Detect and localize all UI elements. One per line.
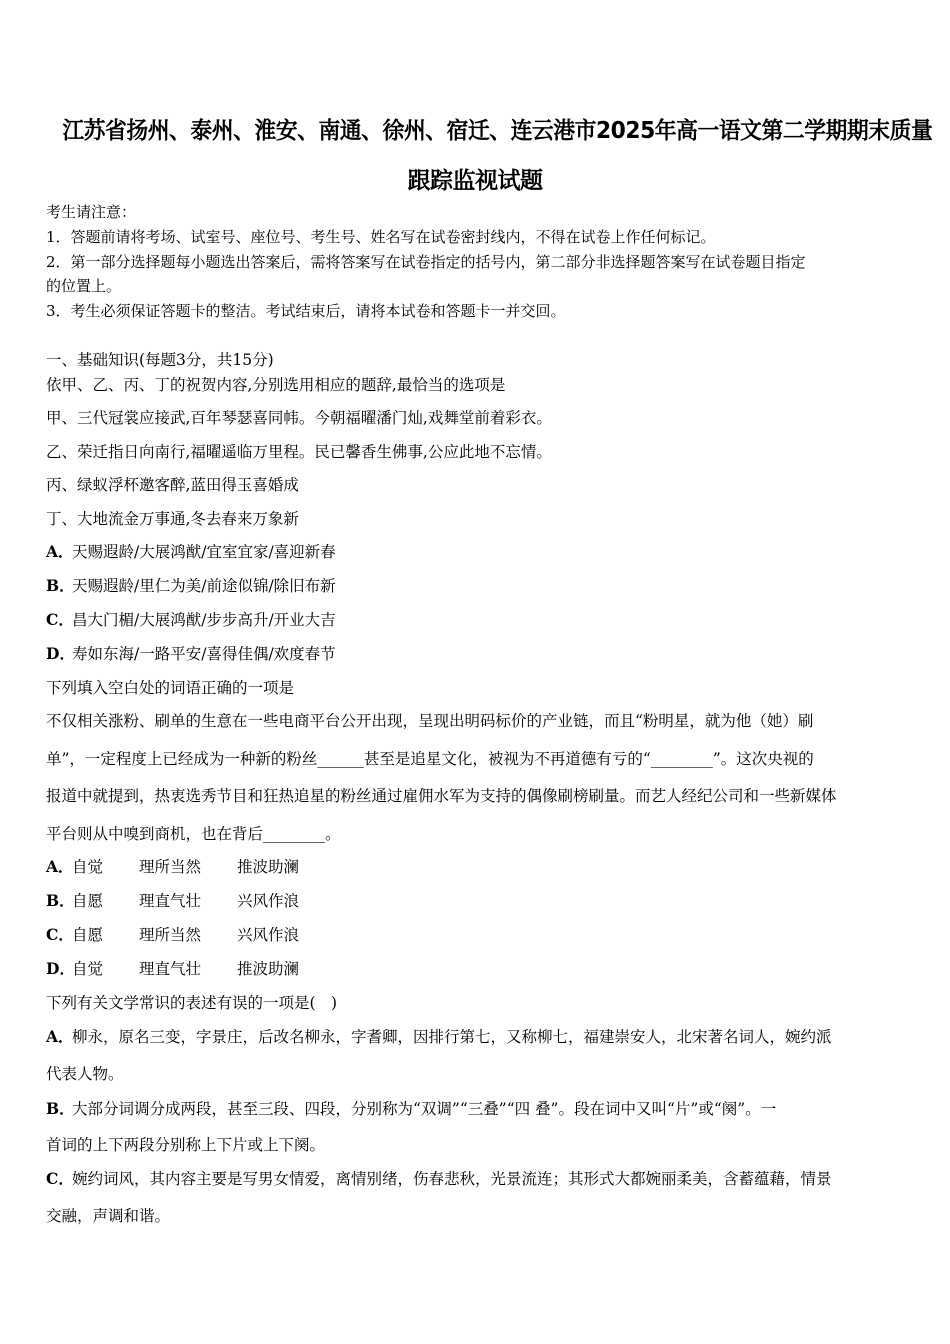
- q1-option-c[interactable]: [46, 610, 336, 630]
- option-word: 自觉: [72, 960, 104, 978]
- q1-stem: 依甲、乙、丙、丁的祝贺内容,分别选用相应的题辞,最恰当的选项是: [46, 376, 506, 394]
- q1-option-d[interactable]: [46, 644, 336, 664]
- option-letter: A．: [46, 1027, 74, 1046]
- q3-option-c-cont: 交融，声调和谐。: [46, 1207, 171, 1225]
- q2-passage: 单”，一定程度上已经成为一种新的粉丝______甚至是追星文化，被视为不再道德有亏的“________”。这次央视的: [46, 750, 814, 768]
- q3-option-a[interactable]: [46, 1027, 832, 1047]
- q2-passage: 平台则从中嗅到商机，也在背后________。: [46, 825, 341, 843]
- option-text: 柳永，原名三变，字景庄，后改名柳永，字耆卿，因排行第七，又称柳七，福建崇安人，北宋著名词人，婉约派: [72, 1028, 832, 1046]
- option-word: 推波助澜: [237, 960, 300, 978]
- q1-item: 丁、大地流金万事通,冬去春来万象新: [46, 510, 299, 528]
- q1-option-b[interactable]: [46, 576, 336, 596]
- option-letter: B．: [46, 891, 75, 910]
- option-letter: B．: [46, 1099, 75, 1118]
- option-text: 天赐遐龄/里仁为美/前途似锦/除旧布新: [72, 577, 336, 595]
- q2-option-d[interactable]: [46, 959, 299, 979]
- option-text: 天赐遐龄/大展鸿猷/宜室宜家/喜迎新春: [72, 543, 336, 561]
- option-letter: A．: [46, 857, 74, 876]
- option-word: 兴风作浪: [237, 926, 300, 944]
- notice-item: 1．答题前请将考场、试室号、座位号、考生号、姓名写在试卷密封线内，不得在试卷上作任何标记。: [46, 228, 716, 246]
- option-word: 理所当然: [139, 858, 202, 876]
- q1-item: 丙、绿蚁浮杯邀客醉,蓝田得玉喜婚成: [46, 476, 299, 494]
- q3-option-b[interactable]: [46, 1099, 776, 1119]
- option-text: 寿如东海/一路平安/喜得佳偶/欢度春节: [72, 645, 336, 663]
- q1-item: 乙、荣迁指日向南行,福曜遥临万里程。民已馨香生佛事,公应此地不忘情。: [46, 443, 552, 461]
- option-letter: D．: [46, 959, 75, 978]
- section-heading: 一、基础知识(每题3分，共15分): [46, 351, 274, 369]
- option-text: 昌大门楣/大展鸿猷/步步高升/开业大吉: [72, 611, 336, 629]
- q1-item: 甲、三代冠裳应接武,百年琴瑟喜同帏。今朝福曜潘门灿,戏舞堂前着彩衣。: [46, 409, 552, 427]
- option-letter: C．: [46, 610, 74, 629]
- option-word: 自觉: [72, 858, 104, 876]
- option-word: 理直气壮: [139, 892, 202, 910]
- q2-stem: 下列填入空白处的词语正确的一项是: [46, 679, 295, 697]
- page-title: 江苏省扬州、泰州、淮安、南通、徐州、宿迁、连云港市2025年高一语文第二学期期末质量: [62, 118, 933, 144]
- option-text: 大部分词调分成两段，甚至三段、四段，分别称为“双调”“三叠”“四 叠”。段在词中又叫“片”或“阕”。一: [72, 1100, 777, 1118]
- option-letter: C．: [46, 925, 74, 944]
- option-word: 理所当然: [139, 926, 202, 944]
- notice-item: 3．考生必须保证答题卡的整洁。考试结束后，请将本试卷和答题卡一并交回。: [46, 302, 566, 320]
- option-letter: D．: [46, 644, 75, 663]
- option-word: 自愿: [72, 926, 104, 944]
- option-word: 理直气壮: [139, 960, 202, 978]
- option-word: 推波助澜: [237, 858, 300, 876]
- q2-option-b[interactable]: [46, 891, 299, 911]
- option-text: 婉约词风，其内容主要是写男女情爱，离情别绪，伤春悲秋，光景流连；其形式大都婉丽柔美，含蓄蕴藉，情景: [72, 1170, 832, 1188]
- notice-heading: 考生请注意：: [46, 203, 137, 221]
- option-word: 兴风作浪: [237, 892, 300, 910]
- q2-passage: 报道中就提到，热衷选秀节目和狂热追星的粉丝通过雇佣水军为支持的偶像刷榜刷量。而艺人经纪公司和一些新媒体: [46, 787, 837, 805]
- option-letter: B．: [46, 576, 75, 595]
- q2-passage: 不仅相关涨粉、刷单的生意在一些电商平台公开出现，呈现出明码标价的产业链，而且“粉明星，就为他（她）刷: [46, 712, 814, 730]
- q2-option-a[interactable]: [46, 857, 299, 877]
- q1-option-a[interactable]: [46, 542, 336, 562]
- page-title-cont: 跟踪监视试题: [407, 168, 543, 194]
- option-word: 自愿: [72, 892, 104, 910]
- notice-item: 的位置上。: [46, 277, 122, 295]
- notice-item: 2．第一部分选择题每小题选出答案后，需将答案写在试卷指定的括号内，第二部分非选择题答案写在试卷题目指定: [46, 253, 806, 271]
- q3-option-b-cont: 首词的上下两段分别称上下片或上下阕。: [46, 1136, 326, 1154]
- option-letter: A．: [46, 542, 74, 561]
- q3-stem: 下列有关文学常识的表述有误的一项是( ): [46, 994, 338, 1012]
- option-letter: C．: [46, 1169, 74, 1188]
- q2-option-c[interactable]: [46, 925, 299, 945]
- q3-option-a-cont: 代表人物。: [46, 1065, 124, 1083]
- q3-option-c[interactable]: [46, 1169, 832, 1189]
